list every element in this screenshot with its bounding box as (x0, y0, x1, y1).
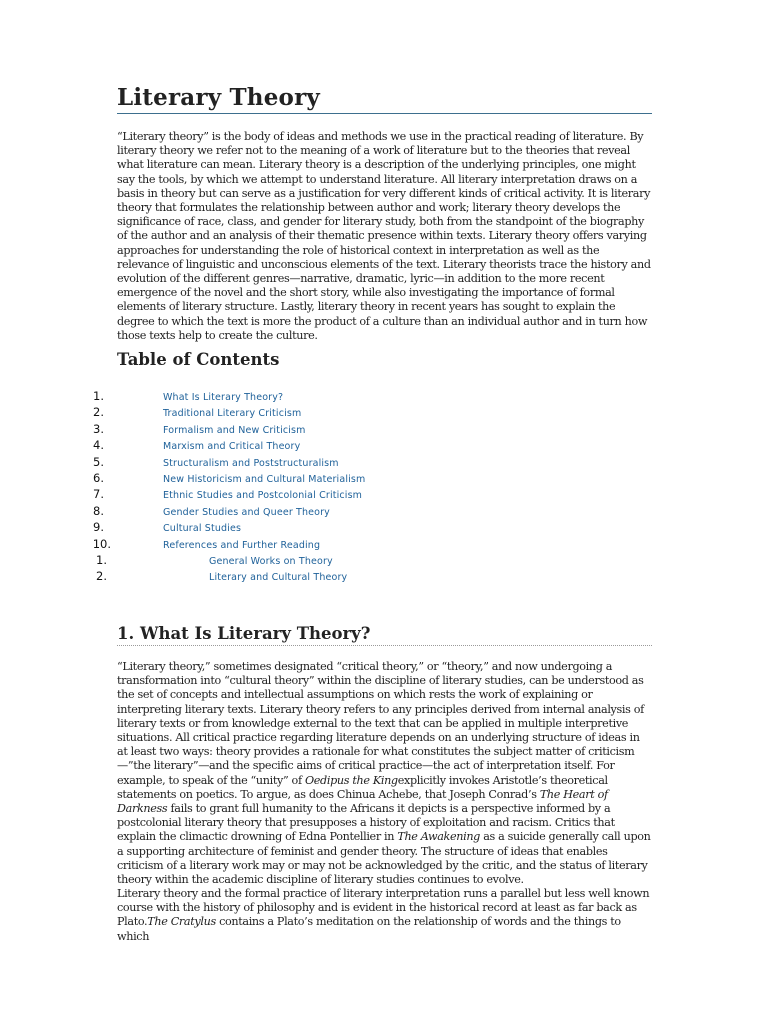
paragraph-text: as a suicide generally call upon a supporting architecture of feminist and gender theory. The structure of ideas that enables criticism of a literary work may or may not be acknowledged by the critic, and the status of literary theory within the academic discipline of literary studies continues to evolve. (117, 830, 651, 887)
toc-number: 3. (93, 421, 104, 436)
toc-number: 8. (93, 503, 104, 518)
toc-number: 4. (93, 438, 104, 453)
toc-number: 9. (93, 520, 104, 535)
toc-number: 2. (93, 405, 104, 420)
toc-number: 6. (93, 471, 104, 485)
section-heading: 1. What Is Literary Theory? (117, 624, 652, 646)
toc-subnumber: 2. (96, 569, 107, 584)
work-title: The Awakening (397, 830, 480, 844)
section-paragraph (117, 660, 652, 887)
work-title: Oedipus the King (304, 773, 398, 787)
toc-link-general-works[interactable]: General Works on Theory (209, 556, 333, 567)
toc-heading: Table of Contents (117, 350, 280, 369)
toc-number: 1. (93, 389, 104, 403)
paragraph-text: fails to grant full humanity to the Africans it depicts is a perspective informed by a postcolonial literary theory that presupposes a history of exploitation and racism. Critics that explain the climactic drowning of Edna Pontellier in (117, 802, 615, 844)
toc-link-cultural-studies[interactable]: Cultural Studies (163, 523, 242, 535)
toc-link-references[interactable]: References and Further Reading (163, 539, 321, 551)
section-paragraph (117, 887, 652, 944)
toc-link-marxism[interactable]: Marxism and Critical Theory (163, 441, 301, 453)
toc-link-new-historicism[interactable]: New Historicism and Cultural Materialism (163, 474, 366, 485)
toc-subnumber: 1. (96, 553, 107, 567)
work-title: The Heart of Darkness (117, 787, 608, 816)
paragraph-text: Literary theory and the formal practice of literary interpretation runs a parallel but less well known course with the history of philosophy and is evident in the historical record at least as far back as Plato. (117, 887, 650, 929)
paragraph-text: explicitly invokes Aristotle’s theoretical statements on poetics. To argue, as does Chinua Achebe, that Joseph Conrad’s (117, 773, 608, 801)
page-title: Literary Theory (117, 84, 652, 114)
work-title: The Cratylus (147, 915, 216, 929)
paragraph-text: “Literary theory,” sometimes designated “critical theory,” or “theory,” and now undergoing a transformation into “cultural theory” within the discipline of literary studies, can be understood as the set of concepts and intellectual assumptions on which rests the work of explaining or interpreting literary texts. Literary theory refers to any principles derived from internal analysis of literary texts or from knowledge external to the text that can be applied in multiple interpretive situations. All critical practice regarding literature depends on an underlying structure of ideas in at least two ways: theory provides a rationale for what constitutes the subject matter of criticism—”the literary”—and the specific aims of critical practice—the act of interpretation itself. For example, to speak of the “unity” of (117, 660, 644, 787)
toc-link-gender-studies[interactable]: Gender Studies and Queer Theory (163, 506, 330, 518)
toc-link-traditional-criticism[interactable]: Traditional Literary Criticism (163, 408, 302, 420)
toc-link-structuralism[interactable]: Structuralism and Poststructuralism (163, 457, 339, 469)
toc-number: 7. (93, 487, 104, 502)
toc-number: 10. (92, 536, 111, 551)
paragraph-text: contains a Plato’s meditation on the relationship of words and the things to which (117, 915, 621, 943)
toc-link-formalism[interactable]: Formalism and New Criticism (163, 424, 306, 436)
toc-link-literary-cultural-theory[interactable]: Literary and Cultural Theory (209, 572, 348, 584)
intro-paragraph: “Literary theory” is the body of ideas and methods we use in the practical reading of literature. By literary theory we refer not to the meaning of a work of literature but to the theories that reveal what literature can mean. Literary theory is a description of the underlying principles, one might say the tools, by which we attempt to understand literature. All literary interpretation draws on a basis in theory but can serve as a justification for very different kinds of critical activity. It is literary theory that formulates the relationship between author and work; literary theory develops the significance of race, class, and gender for literary study, both from the standpoint of the biography of the author and an analysis of their thematic presence within texts. Literary theory offers varying approaches for understanding the role of historical context in interpretation as well as the relevance of linguistic and unconscious elements of the text. Literary theorists trace the history and evolution of the different genres—narrative, dramatic, lyric—in addition to the more recent emergence of the novel and the short story, while also investigating the importance of formal elements of literary structure. Lastly, literary theory in recent years has sought to explain the degree to which the text is more the product of a culture than an individual author and in turn how those texts help to create the culture. (117, 130, 651, 342)
toc-link-ethnic-studies[interactable]: Ethnic Studies and Postcolonial Criticism (163, 490, 363, 502)
toc-link-what-is-literary-theory[interactable]: What Is Literary Theory? (163, 392, 284, 403)
toc-number: 5. (93, 454, 104, 469)
